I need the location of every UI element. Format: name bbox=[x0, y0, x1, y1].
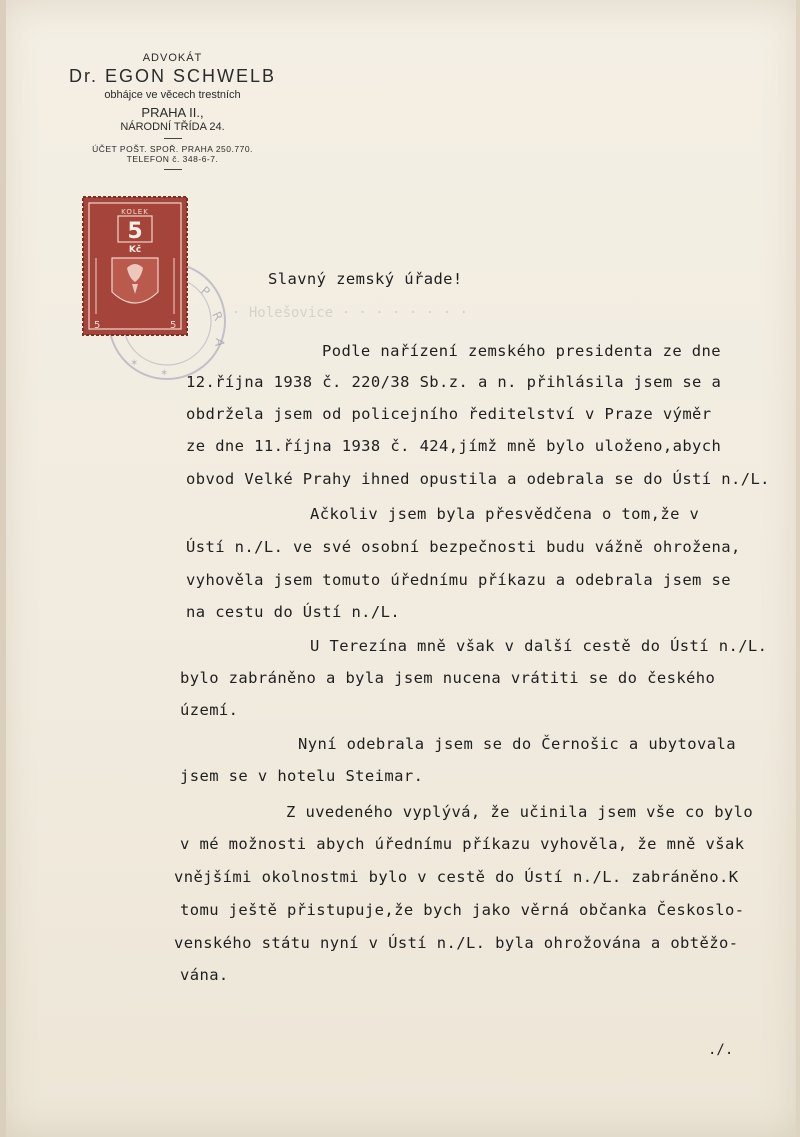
letter-line: v mé možnosti abych úřednímu příkazu vyhověla, že mně však bbox=[180, 835, 745, 853]
letter-line: obvod Velké Prahy ihned opustila a odebrala se do Ústí n./L. bbox=[186, 470, 770, 488]
svg-text:R: R bbox=[209, 309, 226, 323]
letter-line: Ústí n./L. ve své osobní bezpečnosti budu vážně ohrožena, bbox=[186, 538, 741, 556]
letterhead-description: obhájce ve věcech trestních bbox=[104, 89, 241, 101]
letter-line: vána. bbox=[180, 966, 229, 984]
letterhead-name: Dr. EGON SCHWELB bbox=[68, 66, 277, 86]
letter-line: na cestu do Ústí n./L. bbox=[186, 603, 401, 621]
letter-line: obdržela jsem od policejního ředitelství v Praze výměr bbox=[186, 405, 712, 423]
letterhead-city: PRAHA II., bbox=[141, 105, 204, 120]
letter-line: ze dne 11.října 1938 č. 424,jímž mně bylo uloženo,abych bbox=[186, 437, 722, 455]
salutation: Slavný zemský úřade! bbox=[268, 270, 463, 288]
letter-line: U Terezína mně však v další cestě do Ústí n./L. bbox=[310, 637, 768, 655]
svg-text:✶: ✶ bbox=[160, 368, 169, 379]
letterhead-address: NÁRODNÍ TŘÍDA 24. bbox=[120, 121, 225, 133]
page-continuation-mark: ./. bbox=[708, 1042, 734, 1058]
svg-text:5: 5 bbox=[94, 320, 101, 331]
svg-text:5: 5 bbox=[170, 320, 177, 331]
letter-line: 12.října 1938 č. 220/38 Sb.z. a n. přihlásila jsem se a bbox=[186, 373, 722, 391]
letterhead-role: ADVOKÁT bbox=[142, 52, 203, 64]
letter-line: Podle nařízení zemského presidenta ze dne bbox=[322, 342, 722, 360]
letter-line: venského státu nyní v Ústí n./L. byla ohrožována a obtěžo- bbox=[174, 934, 739, 952]
letter-line: vnějšími okolnostmi bylo v cestě do Ústí n./L. zabráněno.K bbox=[174, 868, 739, 886]
letter-line: území. bbox=[180, 701, 239, 719]
letter-line: Ačkoliv jsem byla přesvědčena o tom,že v bbox=[310, 505, 700, 523]
show-through-text: · Holešovice · · · · · · · · bbox=[232, 305, 469, 321]
svg-text:A: A bbox=[212, 337, 227, 348]
svg-text:✶: ✶ bbox=[130, 358, 139, 369]
stamp-currency: Kč bbox=[128, 245, 142, 255]
letter-line: jsem se v hotelu Steimar. bbox=[180, 767, 424, 785]
letter-line: vyhověla jsem tomuto úřednímu příkazu a odebrala jsem se bbox=[186, 571, 731, 589]
svg-text:P: P bbox=[198, 283, 213, 299]
letterhead-account: ÚČET POŠT. SPOŘ. PRAHA 250.770. bbox=[92, 144, 253, 154]
letter-line: Z uvedeného vyplývá, že učinila jsem vše co bylo bbox=[286, 803, 754, 821]
stamp-value: 5 bbox=[127, 219, 143, 244]
letterhead-phone: TELEFON č. 348-6-7. bbox=[126, 154, 219, 164]
svg-text:KOLEK: KOLEK bbox=[121, 208, 149, 216]
letter-line: tomu ještě přistupuje,že bych jako věrná občanka Českoslo- bbox=[180, 901, 745, 919]
letter-line: bylo zabráněno a byla jsem nucena vrátiti se do českého bbox=[180, 669, 716, 687]
letter-line: Nyní odebrala jsem se do Černošic a ubytovala bbox=[298, 735, 736, 753]
